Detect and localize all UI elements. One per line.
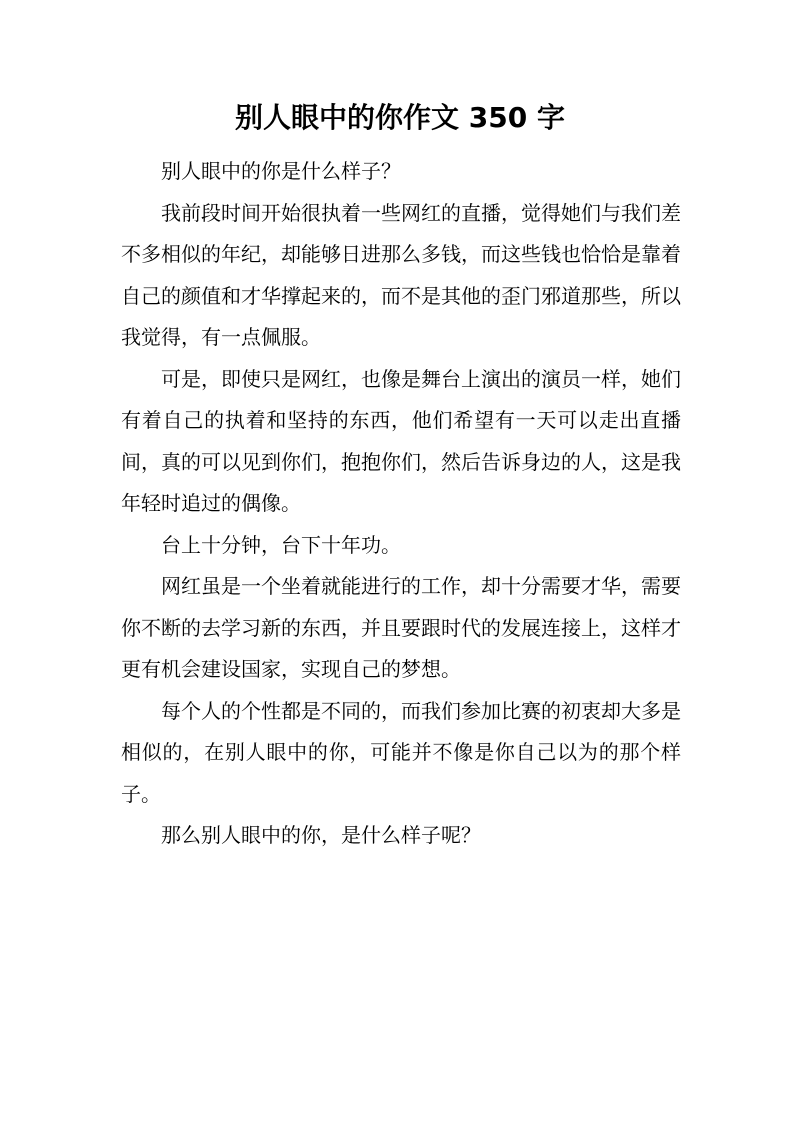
paragraph: 那么别人眼中的你，是什么样子呢？ (161, 823, 481, 847)
paragraph: 我前段时间开始很执着一些网红的直播，觉得她们与我们差不多相似的年纪，却能够日进那么多钱，而这些钱也恰恰是靠着自己的颜值和才华撑起来的，而不是其他的歪门邪道那些，所以我觉得，有一点佩服。 (121, 200, 681, 349)
essay-body (121, 151, 681, 857)
document-title: 别人眼中的你作文 350 字 (235, 101, 565, 134)
paragraph: 台上十分钟，台下十年功。 (161, 532, 401, 557)
paragraph: 可是，即使只是网红，也像是舞台上演出的演员一样，她们有着自己的执着和坚持的东西，他们希望有一天可以走出直播间，真的可以见到你们，抱抱你们，然后告诉身边的人，这是我年轻时追过的偶像。 (121, 366, 681, 515)
paragraph: 每个人的个性都是不同的，而我们参加比赛的初衷却大多是相似的，在别人眼中的你，可能并不像是你自己以为的那个样子。 (121, 698, 681, 806)
paragraph: 网红虽是一个坐着就能进行的工作，却十分需要才华，需要你不断的去学习新的东西，并且要跟时代的发展连接上，这样才更有机会建设国家，实现自己的梦想。 (121, 574, 681, 681)
paragraph: 别人眼中的你是什么样子？ (161, 159, 401, 183)
